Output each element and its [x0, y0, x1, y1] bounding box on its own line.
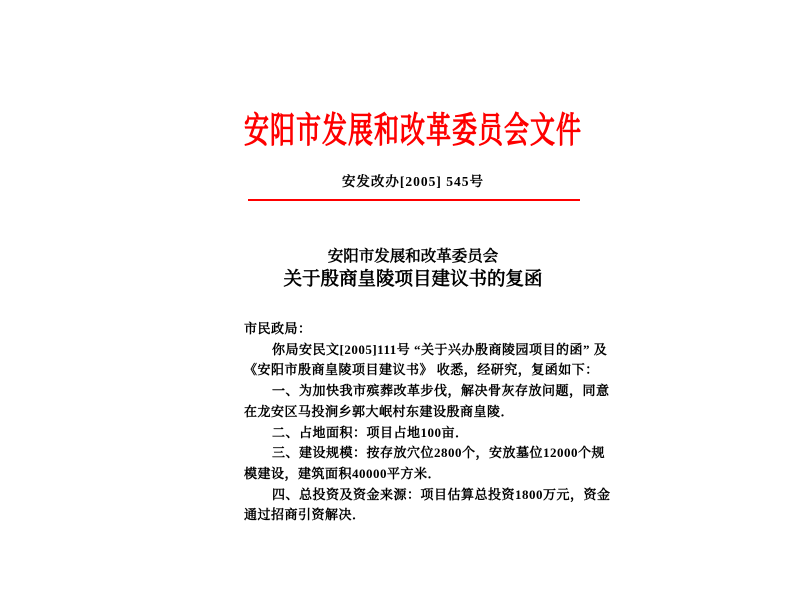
- subject-title-line: 关于殷商皇陵项目建议书的复函: [283, 270, 543, 290]
- body-line-item-4: 四、总投资及资金来源：项目估算总投资1800万元，资金: [272, 486, 611, 502]
- body-line: 模建设，建筑面积40000平方米．: [244, 465, 442, 481]
- letterhead-divider: [248, 199, 580, 201]
- letterhead-title: 安阳市发展和改革委员会文件: [243, 111, 582, 151]
- document-number: 安发改办[2005] 545号: [341, 174, 485, 189]
- body-line: 《安阳市殷商皇陵项目建议书》 收悉，经研究，复函如下：: [244, 362, 599, 378]
- body-line: 通过招商引资解决．: [244, 507, 366, 523]
- body-line-addressee: 市民政局：: [244, 321, 312, 336]
- body-line-item-2: 二、占地面积：项目占地100亩．: [272, 424, 469, 440]
- official-document: [240, 0, 611, 600]
- subject-org-line: 安阳市发展和改革委员会: [327, 248, 499, 265]
- body-line: 你局安民文[2005]111号 “关于兴办殷商陵园项目的函” 及: [272, 341, 608, 357]
- body-line: 在龙安区马投涧乡郭大岷村东建设殷商皇陵．: [244, 403, 515, 419]
- body-line-item-1: 一、为加快我市殡葬改革步伐，解决骨灰存放问题，同意: [272, 383, 610, 399]
- body-line-item-3: 三、建设规模：按存放穴位2800个，安放墓位12000个规: [272, 445, 606, 461]
- body-text: [244, 319, 611, 526]
